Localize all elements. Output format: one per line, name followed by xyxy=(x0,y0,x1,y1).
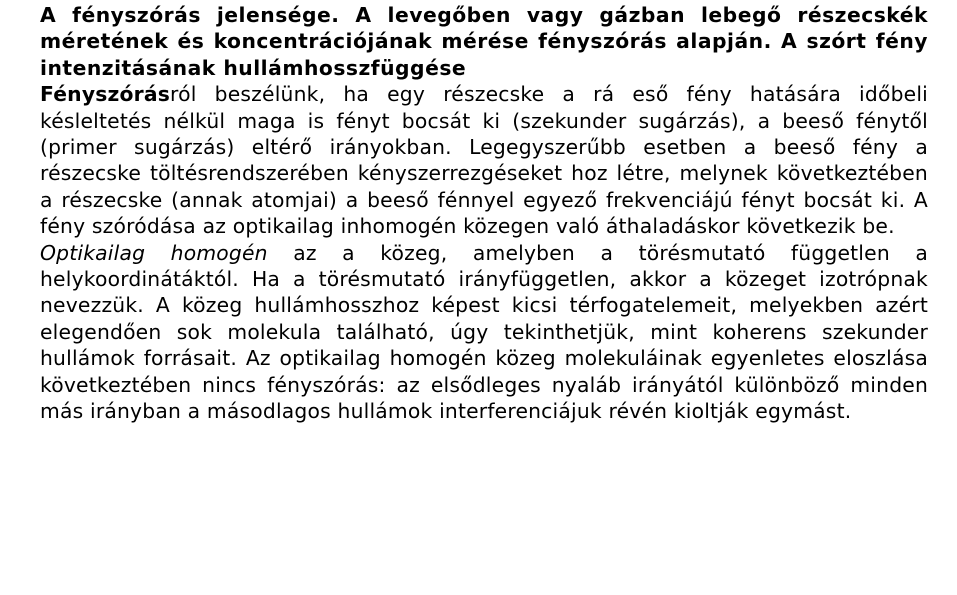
document-title: A fényszórás jelensége. A levegőben vagy gázban lebegő részecskék méretének és koncentrációjának mérése fényszórás alapján. A szórt fény intenzitásának hullámhosszfüggése xyxy=(40,3,928,80)
term-optically-homogeneous: Optikailag homogén xyxy=(40,240,268,265)
paragraph-optically-homogeneous xyxy=(40,240,928,425)
term-light-scattering: Fényszórás xyxy=(40,82,171,107)
document-page xyxy=(40,2,928,425)
paragraph-light-scattering xyxy=(40,81,928,239)
paragraph-optically-homogeneous-text: az a közeg, amelyben a törésmutató független a helykoordinátáktól. Ha a törésmutató irányfüggetlen, akkor a közeget izotrópnak nevezzük. A közeg hullámhosszhoz képest kicsi térfogatelemeit, melyekben azért elegendően sok molekula található, úgy tekinthetjük, mint koherens szekunder hullámok forrásait. Az optikailag homogén közeg molekuláinak egyenletes eloszlása következtében nincs fényszórás: az elsődleges nyaláb irányától különböző minden más irányban a másodlagos hullámok interferenciájuk révén kioltják egymást. xyxy=(40,240,928,424)
paragraph-light-scattering-text: ról beszélünk, ha egy részecske a rá eső fény hatására időbeli késleltetés nélkül maga is fényt bocsát ki (szekunder sugárzás), a beeső fénytől (primer sugárzás) eltérő irányokban. Legegyszerűbb esetben a beeső fény a részecske töltésrendszerében kényszerrezgéseket hoz létre, melynek következtében a részecske (annak atomjai) a beeső fénnyel egyező frekvenciájú fényt bocsát ki. A fény szóródása az optikailag inhomogén közegen való áthaladáskor következik be. xyxy=(40,82,928,239)
